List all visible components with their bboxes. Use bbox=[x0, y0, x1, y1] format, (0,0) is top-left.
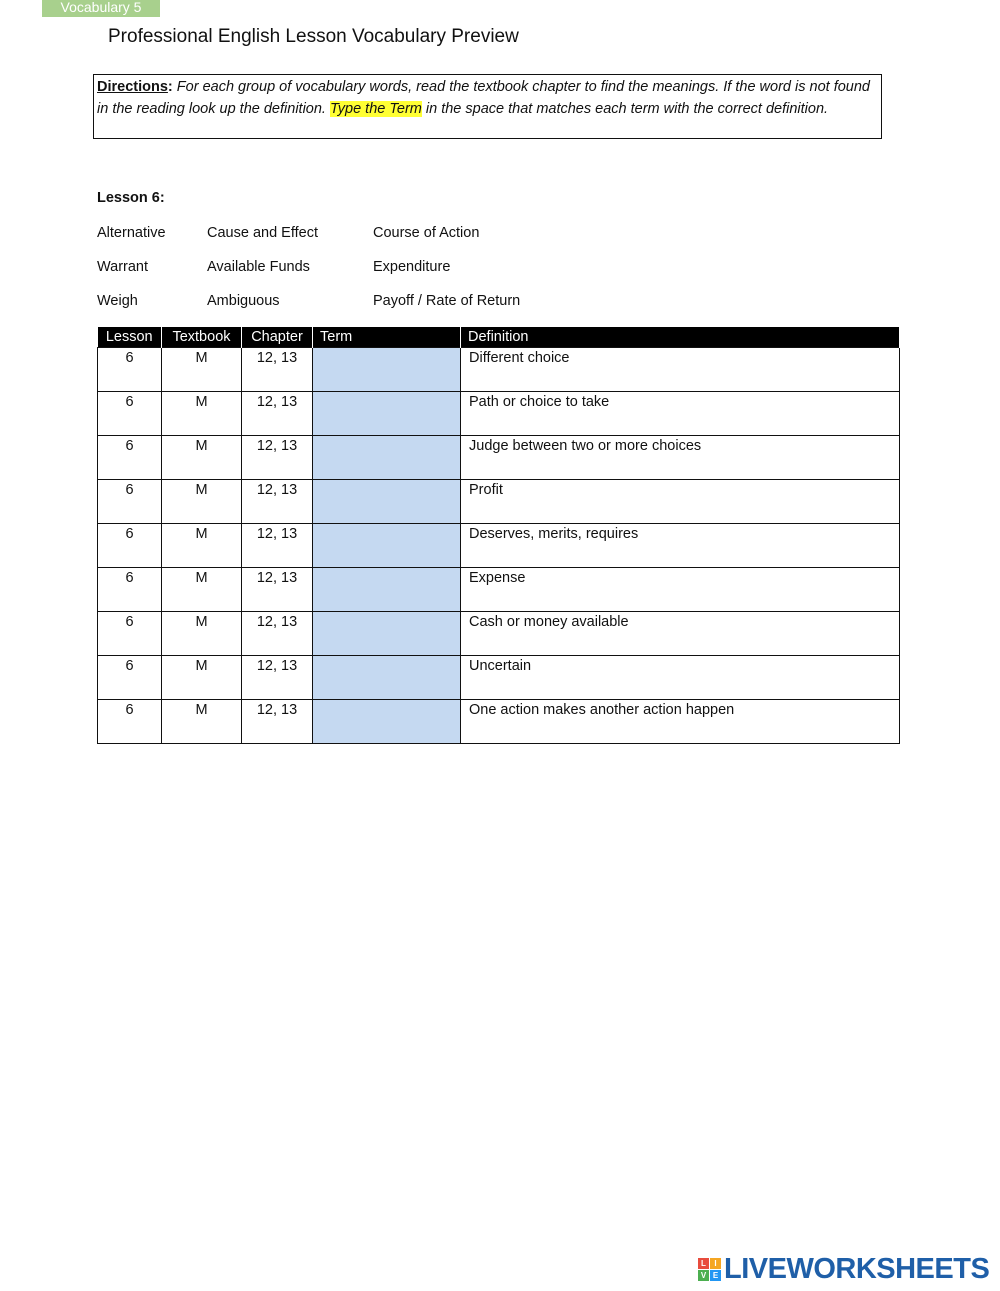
cell-chapter: 12, 13 bbox=[242, 568, 313, 612]
cell-chapter: 12, 13 bbox=[242, 480, 313, 524]
cell-term bbox=[313, 392, 461, 436]
cell-term bbox=[313, 700, 461, 744]
table-row bbox=[98, 700, 900, 744]
page-title: Professional English Lesson Vocabulary Preview bbox=[108, 26, 519, 47]
cell-term bbox=[313, 480, 461, 524]
table-row bbox=[98, 656, 900, 700]
word-bank-item: Course of Action bbox=[373, 225, 480, 241]
vocabulary-table bbox=[97, 327, 900, 744]
header-term: Term bbox=[313, 327, 461, 348]
header-definition: Definition bbox=[461, 327, 900, 348]
cell-lesson: 6 bbox=[98, 348, 162, 392]
directions-label: Directions bbox=[97, 79, 168, 95]
table-row bbox=[98, 612, 900, 656]
cell-definition: Expense bbox=[461, 568, 900, 612]
term-input[interactable] bbox=[313, 438, 460, 476]
term-input[interactable] bbox=[313, 570, 460, 608]
cell-textbook: M bbox=[162, 348, 242, 392]
header-textbook: Textbook bbox=[162, 327, 242, 348]
cell-term bbox=[313, 568, 461, 612]
cell-chapter: 12, 13 bbox=[242, 700, 313, 744]
lesson-heading: Lesson 6: bbox=[97, 190, 165, 206]
directions-text-after: in the space that matches each term with the correct definition. bbox=[421, 101, 829, 117]
cell-textbook: M bbox=[162, 524, 242, 568]
cell-chapter: 12, 13 bbox=[242, 612, 313, 656]
cell-lesson: 6 bbox=[98, 700, 162, 744]
table-row bbox=[98, 348, 900, 392]
cell-definition: Profit bbox=[461, 480, 900, 524]
term-input[interactable] bbox=[313, 350, 460, 388]
term-input[interactable] bbox=[313, 658, 460, 696]
word-bank-item: Warrant bbox=[97, 259, 149, 275]
cell-chapter: 12, 13 bbox=[242, 436, 313, 480]
logo-cubes-icon bbox=[698, 1258, 721, 1281]
cell-textbook: M bbox=[162, 568, 242, 612]
word-bank-item: Available Funds bbox=[207, 259, 310, 275]
logo-cube: I bbox=[710, 1258, 721, 1269]
cell-term bbox=[313, 612, 461, 656]
term-input[interactable] bbox=[313, 702, 460, 740]
directions-text-before: For each group of vocabulary words, read the textbook chapter to find the meanings. If the word is not found in the reading look up the definition. bbox=[97, 79, 870, 117]
table-row bbox=[98, 480, 900, 524]
cell-definition: Uncertain bbox=[461, 656, 900, 700]
directions-box bbox=[93, 74, 882, 139]
cell-definition: Path or choice to take bbox=[461, 392, 900, 436]
cell-lesson: 6 bbox=[98, 480, 162, 524]
term-input[interactable] bbox=[313, 482, 460, 520]
header-chapter: Chapter bbox=[242, 327, 313, 348]
logo-cube: V bbox=[698, 1270, 709, 1281]
cell-textbook: M bbox=[162, 612, 242, 656]
cell-chapter: 12, 13 bbox=[242, 392, 313, 436]
cell-definition: Judge between two or more choices bbox=[461, 436, 900, 480]
logo-cube: L bbox=[698, 1258, 709, 1269]
logo-text: LIVEWORKSHEETS bbox=[724, 1252, 990, 1285]
word-bank-item: Alternative bbox=[97, 225, 166, 241]
cell-textbook: M bbox=[162, 392, 242, 436]
term-input[interactable] bbox=[313, 614, 460, 652]
cell-definition: One action makes another action happen bbox=[461, 700, 900, 744]
cell-lesson: 6 bbox=[98, 392, 162, 436]
table-row bbox=[98, 568, 900, 612]
cell-lesson: 6 bbox=[98, 568, 162, 612]
worksheet-tag: Vocabulary 5 bbox=[42, 0, 160, 17]
header-lesson: Lesson bbox=[98, 327, 162, 348]
cell-chapter: 12, 13 bbox=[242, 348, 313, 392]
word-bank-item: Weigh bbox=[97, 293, 138, 309]
cell-term bbox=[313, 524, 461, 568]
cell-chapter: 12, 13 bbox=[242, 656, 313, 700]
cell-definition: Cash or money available bbox=[461, 612, 900, 656]
cell-lesson: 6 bbox=[98, 656, 162, 700]
word-bank-item: Ambiguous bbox=[207, 293, 280, 309]
cell-term bbox=[313, 656, 461, 700]
cell-term bbox=[313, 436, 461, 480]
cell-chapter: 12, 13 bbox=[242, 524, 313, 568]
term-input[interactable] bbox=[313, 394, 460, 432]
cell-term bbox=[313, 348, 461, 392]
word-bank-item: Expenditure bbox=[373, 259, 451, 275]
logo-cube: E bbox=[710, 1270, 721, 1281]
directions-highlight: Type the Term bbox=[329, 101, 422, 117]
liveworksheets-logo bbox=[698, 1252, 990, 1285]
cell-textbook: M bbox=[162, 656, 242, 700]
term-input[interactable] bbox=[313, 526, 460, 564]
cell-textbook: M bbox=[162, 436, 242, 480]
cell-definition: Deserves, merits, requires bbox=[461, 524, 900, 568]
table-row bbox=[98, 436, 900, 480]
table-row bbox=[98, 524, 900, 568]
directions-colon: : bbox=[167, 79, 173, 95]
cell-lesson: 6 bbox=[98, 612, 162, 656]
cell-lesson: 6 bbox=[98, 436, 162, 480]
cell-lesson: 6 bbox=[98, 524, 162, 568]
table-row bbox=[98, 392, 900, 436]
word-bank-item: Payoff / Rate of Return bbox=[373, 293, 521, 309]
cell-definition: Different choice bbox=[461, 348, 900, 392]
cell-textbook: M bbox=[162, 480, 242, 524]
cell-textbook: M bbox=[162, 700, 242, 744]
word-bank-item: Cause and Effect bbox=[207, 225, 318, 241]
table-header-row bbox=[98, 327, 900, 348]
